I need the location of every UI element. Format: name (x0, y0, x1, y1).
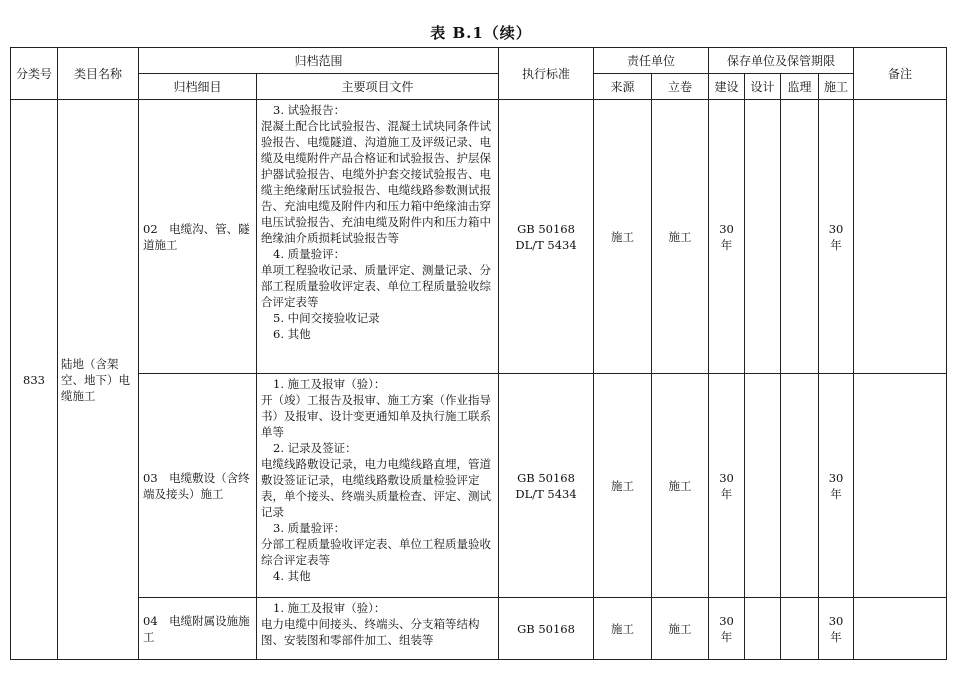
standard-cell (499, 598, 594, 660)
table-row (11, 598, 947, 660)
header-responsible-unit: 责任单位 (594, 48, 709, 74)
filing-cell: 施工 (652, 100, 709, 374)
category-name-cell: 陆地（含架空、地下）电缆施工 (58, 100, 139, 660)
header-main-files: 主要项目文件 (257, 74, 499, 100)
header-source: 来源 (594, 74, 652, 100)
header-archive-item: 归档细目 (139, 74, 257, 100)
header-filing: 立卷 (652, 74, 709, 100)
filing-cell: 施工 (652, 598, 709, 660)
header-archive-scope: 归档范围 (139, 48, 499, 74)
header-supervision: 监理 (781, 74, 819, 100)
supervision-cell (781, 100, 819, 374)
main-files-cell (257, 374, 499, 598)
supervision-cell (781, 374, 819, 598)
source-cell: 施工 (594, 100, 652, 374)
header-category-name: 类目名称 (58, 48, 139, 100)
header-design: 设计 (745, 74, 781, 100)
file-section-heading: 3. 质量验评： (273, 521, 346, 535)
file-section-text: 电力电缆中间接头、终端头、分支箱等结构图、安装图和零部件加工、组装等 (261, 617, 480, 647)
header-construction: 建设 (709, 74, 745, 100)
header-builder: 施工 (819, 74, 854, 100)
builder-cell: 30 年 (819, 598, 854, 660)
archive-item-cell: 04 电缆附属设施施工 (139, 598, 257, 660)
file-section-heading: 5. 中间交接验收记录 (273, 311, 380, 325)
file-section-heading: 4. 质量验评： (273, 247, 346, 261)
archive-item-cell: 03 电缆敷设（含终端及接头）施工 (139, 374, 257, 598)
standard-line: GB 50168 (517, 470, 575, 485)
file-section-heading: 6. 其他 (273, 327, 311, 341)
standard-line: DL/T 5434 (515, 237, 577, 252)
header-standard: 执行标准 (499, 48, 594, 100)
table-title: 表 B.1（续） (430, 24, 532, 42)
standard-line: GB 50168 (517, 621, 575, 636)
source-cell: 施工 (594, 374, 652, 598)
table-row (11, 374, 947, 598)
standard-cell (499, 374, 594, 598)
supervision-cell (781, 598, 819, 660)
archive-item-cell: 02 电缆沟、管、隧道施工 (139, 100, 257, 374)
main-files-cell (257, 100, 499, 374)
file-section-text: 单项工程验收记录、质量评定、测量记录、分部工程质量验收评定表、单位工程质量验收综合评定表等 (261, 263, 491, 309)
source-cell: 施工 (594, 598, 652, 660)
remarks-cell (854, 374, 947, 598)
standard-line: GB 50168 (517, 221, 575, 236)
file-section-heading: 2. 记录及签证： (273, 441, 357, 455)
file-section-heading: 3. 试验报告： (273, 103, 346, 117)
header-code: 分类号 (11, 48, 58, 100)
file-section-text: 分部工程质量验收评定表、单位工程质量验收综合评定表等 (261, 537, 491, 567)
file-section-heading: 1. 施工及报审（验）： (273, 601, 386, 615)
design-cell (745, 374, 781, 598)
design-cell (745, 100, 781, 374)
construction-cell: 30 年 (709, 598, 745, 660)
construction-cell: 30 年 (709, 100, 745, 374)
file-section-text: 混凝土配合比试验报告、混凝土试块同条件试验报告、电缆隧道、沟道施工及评级记录、电缆及电缆附件产品合格证和试验报告、护层保护器试验报告、电缆外护套交接试验报告、电缆主绝缘耐压试验报告、电缆线路参数测试报告、充油电缆及附件内和压力箱中绝缘油击穿电压试验报告、充油电缆及附件内和压力箱中绝缘油介质损耗试验报告等 (261, 119, 491, 245)
main-files-cell (257, 598, 499, 660)
header-remarks: 备注 (854, 48, 947, 100)
archive-table (10, 47, 947, 660)
file-section-heading: 4. 其他 (273, 569, 311, 583)
standard-line: DL/T 5434 (515, 486, 577, 501)
builder-cell: 30 年 (819, 374, 854, 598)
remarks-cell (854, 100, 947, 374)
file-section-text: 电缆线路敷设记录，电力电缆线路直埋，管道敷设签证记录，电缆线路敷设质量检验评定表，单个接头、终端头质量检查、评定、测试记录 (261, 457, 491, 519)
design-cell (745, 598, 781, 660)
construction-cell: 30 年 (709, 374, 745, 598)
file-section-text: 开（竣）工报告及报审、施工方案（作业指导书）及报审、设计变更通知单及执行施工联系单等 (261, 393, 491, 439)
builder-cell: 30 年 (819, 100, 854, 374)
table-row (11, 100, 947, 374)
standard-cell (499, 100, 594, 374)
file-section-heading: 1. 施工及报审（验）： (273, 377, 386, 391)
header-custody: 保存单位及保管期限 (709, 48, 854, 74)
filing-cell: 施工 (652, 374, 709, 598)
remarks-cell (854, 598, 947, 660)
code-cell: 833 (11, 100, 58, 660)
